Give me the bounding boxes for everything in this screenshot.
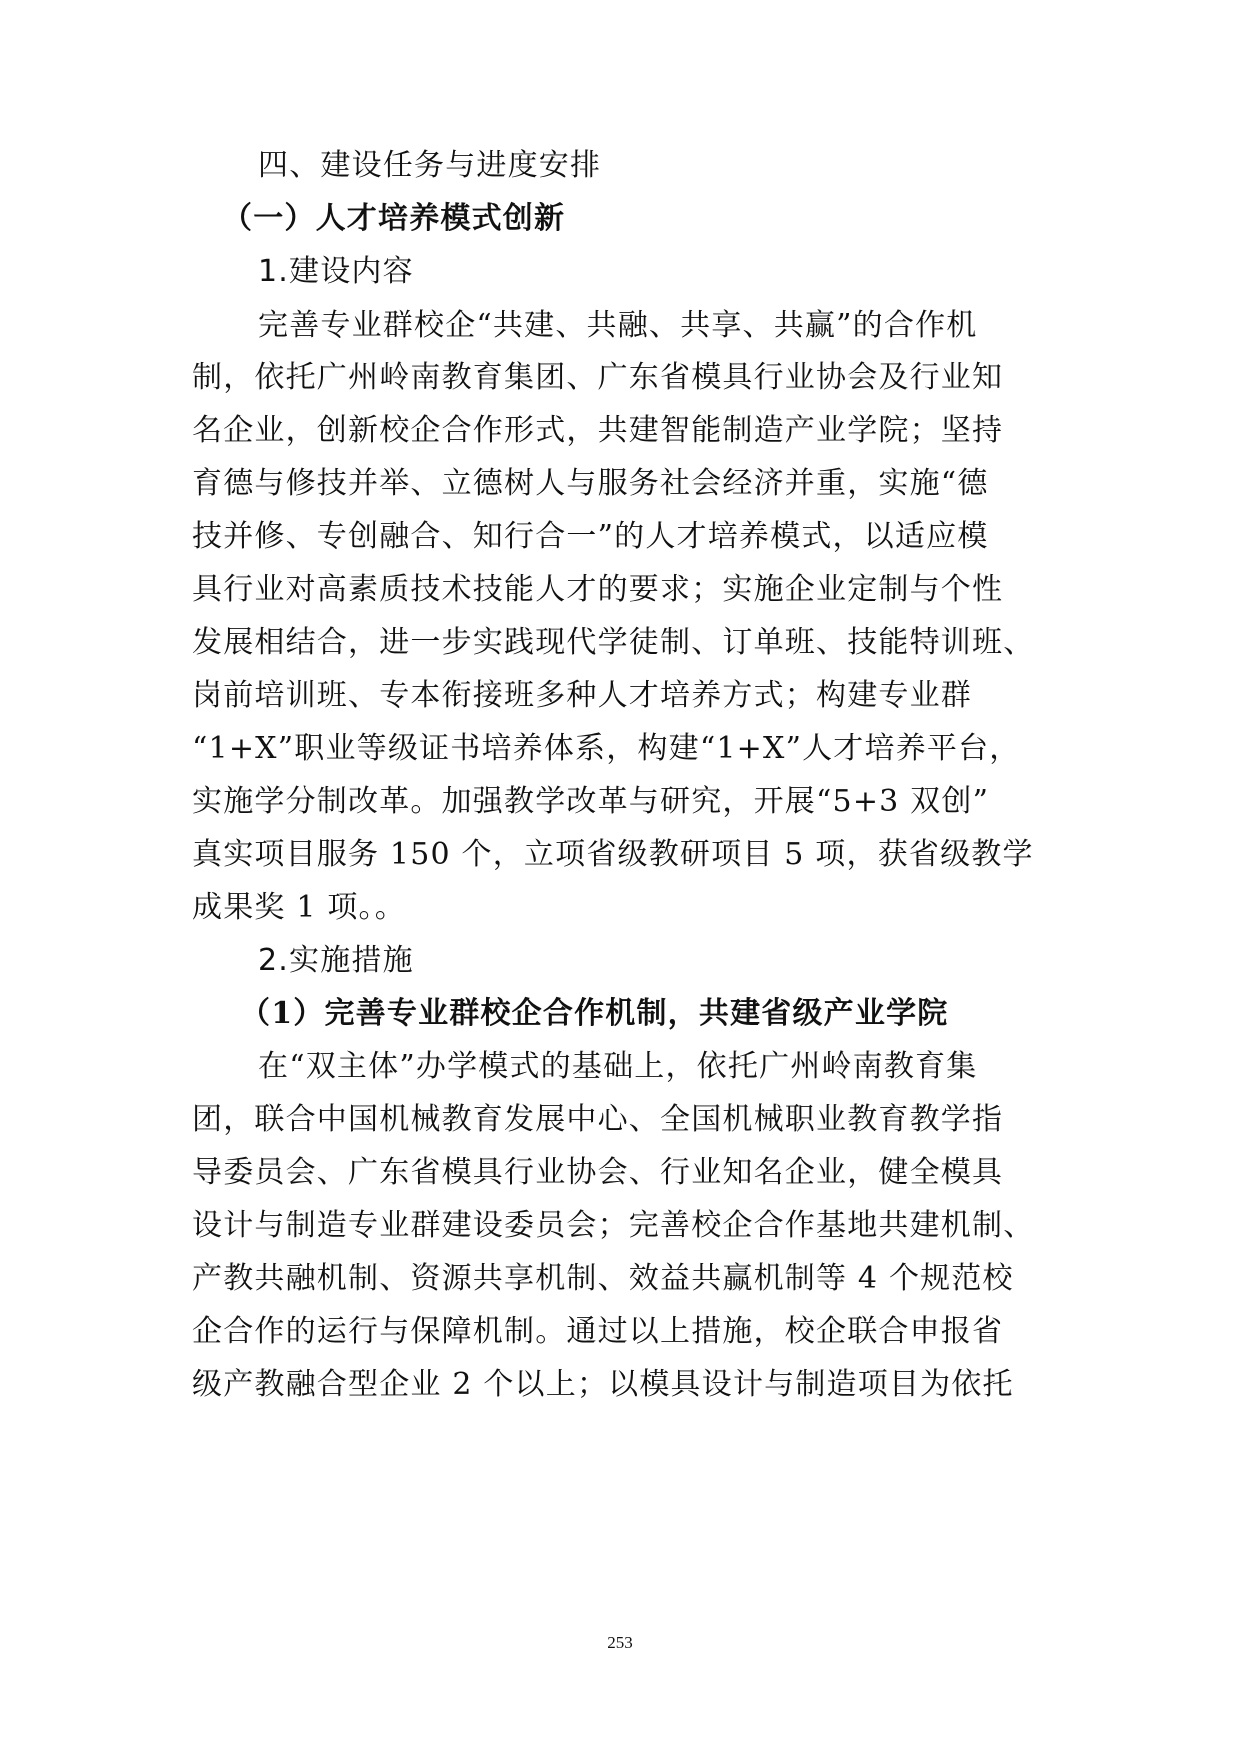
subitem1-title: （1）完善专业群校企合作机制，共建省级产业学院 bbox=[240, 996, 949, 1031]
paragraph1-line: 实施学分制改革。加强教学改革与研究，开展“5+3 双创” bbox=[192, 784, 990, 819]
paragraph1-line: 名企业，创新校企合作形式，共建智能制造产业学院；坚持 bbox=[192, 413, 1004, 448]
paragraph2-line: 导委员会、广东省模具行业协会、行业知名企业，健全模具 bbox=[192, 1155, 1004, 1190]
subsection-title: （一）人才培养模式创新 bbox=[222, 201, 566, 236]
paragraph2-line: 企合作的运行与保障机制。通过以上措施，校企联合申报省 bbox=[192, 1314, 1004, 1349]
paragraph1-line: 具行业对高素质技术技能人才的要求；实施企业定制与个性 bbox=[192, 572, 1004, 607]
section-heading: 四、建设任务与进度安排 bbox=[258, 148, 602, 183]
paragraph2-line: 团，联合中国机械教育发展中心、全国机械职业教育教学指 bbox=[192, 1102, 1004, 1137]
paragraph1-line: 发展相结合，进一步实践现代学徒制、订单班、技能特训班、 bbox=[192, 625, 1035, 660]
paragraph1-line: 真实项目服务 150 个，立项省级教研项目 5 项，获省级教学 bbox=[192, 837, 1034, 872]
page-number: 253 bbox=[607, 1633, 633, 1652]
item1-title: 1.建设内容 bbox=[258, 254, 414, 289]
paragraph1-line: 岗前培训班、专本衔接班多种人才培养方式；构建专业群 bbox=[192, 678, 972, 713]
paragraph1-line: 制，依托广州岭南教育集团、广东省模具行业协会及行业知 bbox=[192, 360, 1004, 395]
paragraph1-line: 技并修、专创融合、知行合一”的人才培养模式，以适应模 bbox=[192, 519, 989, 554]
paragraph2-line: 产教共融机制、资源共享机制、效益共赢机制等 4 个规范校 bbox=[192, 1261, 1014, 1296]
paragraph1-line: 成果奖 1 项。。 bbox=[192, 890, 406, 925]
paragraph2-line: 设计与制造专业群建设委员会；完善校企合作基地共建机制、 bbox=[192, 1208, 1035, 1243]
paragraph1-line: “1+X”职业等级证书培养体系，构建“1+X”人才培养平台， bbox=[192, 731, 1021, 766]
paragraph2-line: 级产教融合型企业 2 个以上；以模具设计与制造项目为依托 bbox=[192, 1367, 1014, 1402]
paragraph2-line: 在“双主体”办学模式的基础上，依托广州岭南教育集 bbox=[258, 1049, 978, 1084]
item2-title: 2.实施措施 bbox=[258, 943, 414, 978]
paragraph1-line: 育德与修技并举、立德树人与服务社会经济并重，实施“德 bbox=[192, 466, 989, 501]
paragraph1-line: 完善专业群校企“共建、共融、共享、共赢”的合作机 bbox=[258, 308, 978, 343]
